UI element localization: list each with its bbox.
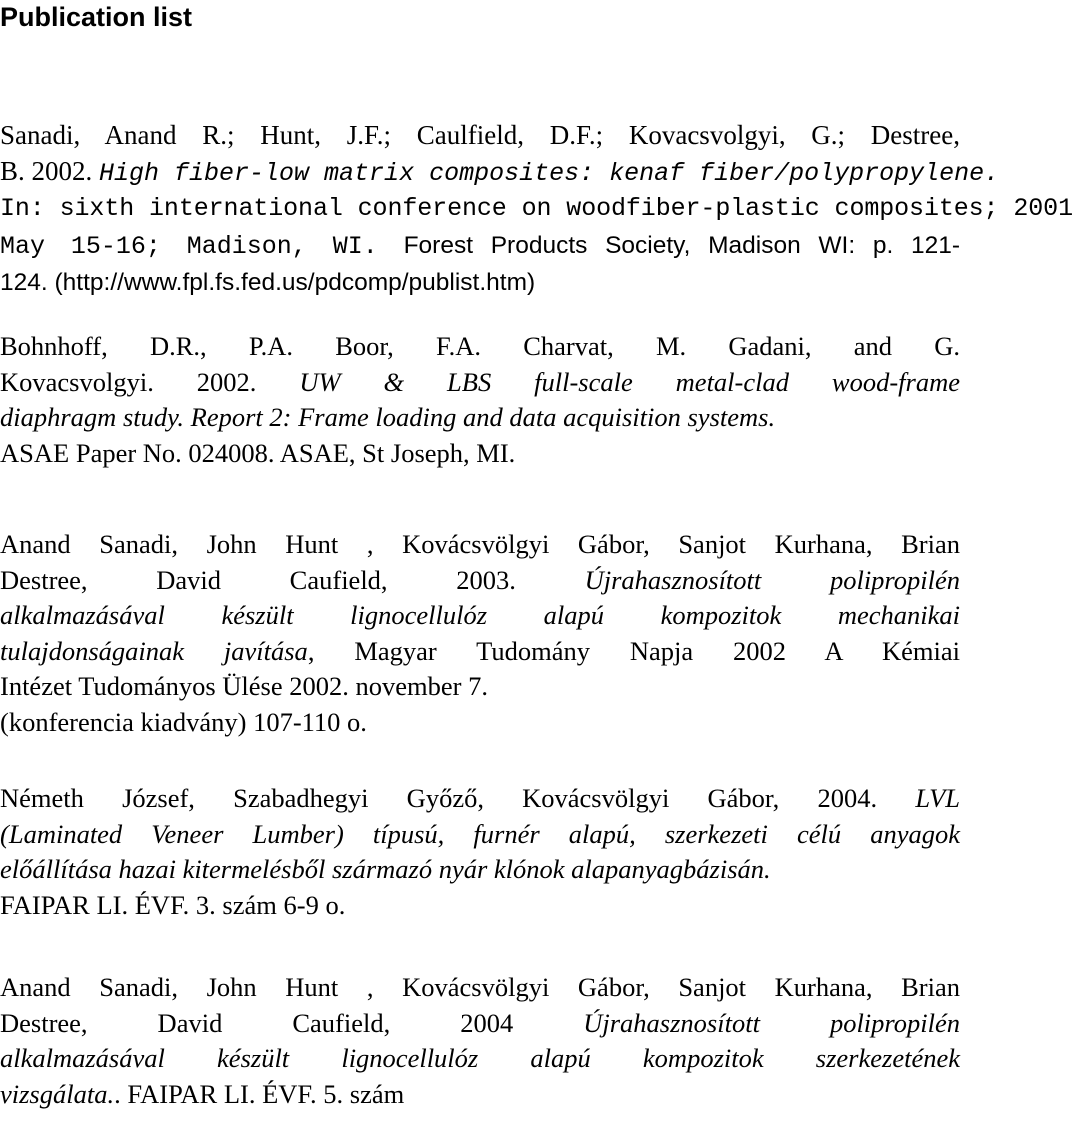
entry-text: In: sixth international conference on woodfiber-plastic composites; 2001 (0, 194, 1073, 223)
entry-line (0, 227, 960, 265)
entry-line (0, 970, 960, 1006)
entry-title-italic: High fiber-low matrix composites: kenaf fiber/polypropylene. (99, 158, 1000, 188)
entry-line (0, 400, 960, 436)
entry-text: May 15-16; Madison, WI. (0, 231, 404, 261)
entry-text: Kovacsvolgyi. 2002. (0, 366, 300, 397)
entry-text: 124. (0, 269, 55, 296)
entry-text: B. 2002. (0, 155, 100, 186)
entry-title-italic: (Laminated Veneer Lumber) típusú, furnér alapú, szerkezeti célú anyagok (0, 818, 960, 849)
entry-text: ASAE Paper No. 024008. ASAE, St Joseph, MI. (0, 437, 516, 468)
publication-entry-1 (0, 118, 1073, 301)
entry-line (0, 154, 1000, 192)
entry-text: Sanadi, Anand R.; Hunt, J.F.; Caulfield, D.F.; Kovacsvolgyi, G.; Destree, (0, 120, 960, 150)
entry-line (0, 852, 960, 888)
entry-title-italic: diaphragm study. Report 2: Frame loading and data acquisition systems. (0, 402, 776, 432)
page-title: Publication list (0, 2, 193, 32)
entry-title-italic: alkalmazásával készült lignocellulóz alapú kompozitok mechanikai (0, 600, 960, 630)
entry-text: Intézet Tudományos Ülése 2002. november 7. (0, 671, 488, 701)
entry-title-italic: Újrahasznosított polipropilén (584, 564, 960, 595)
entry-title-italic: tulajdonságainak javítása (0, 635, 308, 666)
entry-line (0, 118, 960, 154)
entry-line (0, 527, 960, 563)
entry-line (0, 888, 960, 924)
entry-text: (konferencia kiadvány) 107-110 o. (0, 706, 367, 737)
entry-line (0, 1006, 960, 1042)
entry-line (0, 781, 960, 817)
entry-text: Bohnhoff, D.R., P.A. Boor, F.A. Charvat, M. Gadani, and G. (0, 331, 960, 361)
entry-text: Destree, David Caufield, 2003. (0, 564, 585, 595)
entry-url: (http://www.fpl.fs.fed.us/pdcomp/publist.htm) (54, 269, 536, 296)
entry-title-italic: vizsgálata. (0, 1078, 115, 1109)
publication-entry-5 (0, 970, 960, 1112)
entry-title-italic: előállítása hazai kitermelésből származó nyár klónok alapanyagbázisán. (0, 854, 771, 884)
entry-line (0, 705, 960, 741)
entry-text: Destree, David Caufield, 2004 (0, 1007, 584, 1038)
entry-text: Németh József, Szabadhegyi Győző, Kovácsvölgyi Gábor, 2004. (0, 783, 916, 813)
entry-line (0, 329, 960, 365)
entry-line (0, 634, 960, 670)
entry-title-italic: LVL (915, 783, 960, 813)
entry-text: FAIPAR LI. ÉVF. 3. szám 6-9 o. (0, 889, 346, 920)
entry-line (0, 436, 960, 472)
entry-text: , Magyar Tudomány Napja 2002 A Kémiai (307, 635, 960, 666)
entry-title-italic: UW & LBS full-scale metal-clad wood-frame (299, 366, 961, 397)
publication-entry-3 (0, 527, 960, 740)
entry-line (0, 1077, 960, 1113)
entry-line (0, 264, 960, 301)
publication-entry-4 (0, 781, 960, 923)
entry-text: . FAIPAR LI. ÉVF. 5. szám (114, 1078, 405, 1109)
publication-entry-2 (0, 329, 960, 471)
entry-line (0, 191, 1073, 227)
entry-line (0, 365, 960, 401)
entry-line (0, 817, 960, 853)
entry-line (0, 669, 960, 705)
entry-text: Anand Sanadi, John Hunt , Kovácsvölgyi Gábor, Sanjot Kurhana, Brian (0, 529, 960, 559)
entry-line (0, 598, 960, 634)
entry-line (0, 1041, 960, 1077)
entry-text: Anand Sanadi, John Hunt , Kovácsvölgyi Gábor, Sanjot Kurhana, Brian (0, 972, 960, 1002)
entry-title-italic: alkalmazásával készült lignocellulóz alapú kompozitok szerkezetének (0, 1043, 960, 1073)
entry-text: Forest Products Society, Madison WI: p. 121- (403, 231, 960, 259)
entry-title-italic: Újrahasznosított polipropilén (583, 1007, 960, 1038)
entry-line (0, 563, 960, 599)
